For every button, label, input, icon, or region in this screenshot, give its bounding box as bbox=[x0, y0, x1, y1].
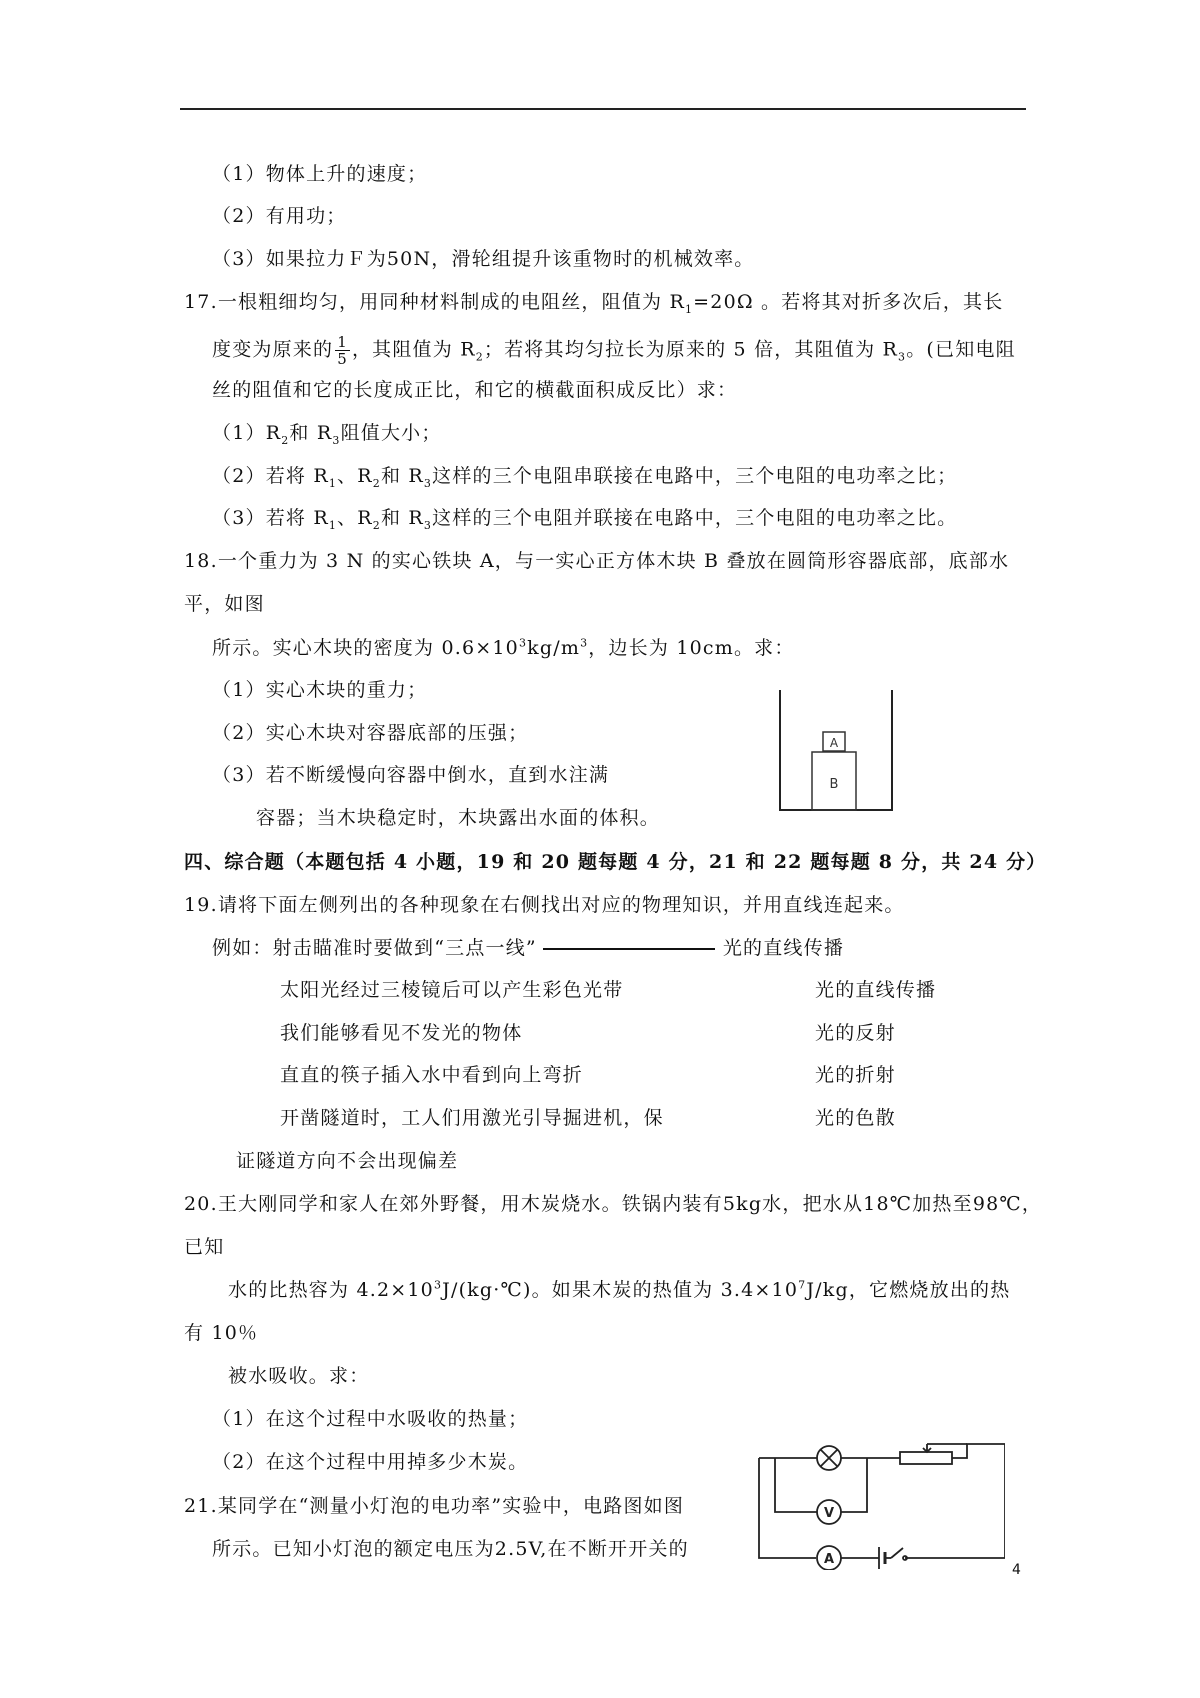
q19-left-1: 太阳光经过三棱镜后可以产生彩色光带 bbox=[280, 979, 624, 1001]
q19-example: 例如：射击瞄准时要做到“三点一线” 光的直线传播 bbox=[212, 937, 845, 959]
q17-line-3: 丝的阻值和它的长度成正比，和它的横截面积成反比）求： bbox=[212, 379, 738, 401]
section-4-heading: 四、综合题（本题包括 4 小题，19 和 20 题每题 4 分，21 和 22 题每题 8 分，共 24 分） bbox=[184, 851, 1047, 873]
q19-right-1: 光的直线传播 bbox=[815, 979, 937, 1001]
q19-left-3: 直直的筷子插入水中看到向上弯折 bbox=[280, 1064, 584, 1086]
q19-right-4: 光的色散 bbox=[815, 1107, 896, 1129]
q19-right-2: 光的反射 bbox=[815, 1022, 896, 1044]
q19-left-2: 我们能够看见不发光的物体 bbox=[280, 1022, 523, 1044]
q17-line-2: 度变为原来的 $\frac{1}{5}$ ，其阻值为 $R_2$；若将其均匀拉长为原来的 5 倍，其阻值为 $R_3$。(已知电阻 bbox=[212, 333, 1016, 368]
q17-line-1: 17.一根粗细均匀，用同种材料制成的电阻丝，阻值为 $R_1=20\Omega$ 。若将其对折多次后，其长 bbox=[184, 291, 1004, 316]
q18-line-2: 平，如图 bbox=[184, 593, 265, 615]
q18-part-3: （3）若不断缓慢向容器中倒水，直到水注满 bbox=[212, 764, 610, 786]
q20-part-1: （1）在这个过程中水吸收的热量； bbox=[212, 1408, 529, 1430]
fraction-one-fifth: $\frac{1}{5}$ bbox=[337, 333, 348, 368]
ammeter-label: A bbox=[823, 1552, 835, 1567]
q21-line-2: 所示。已知小灯泡的额定电压为2.5V,在不断开开关的 bbox=[212, 1538, 689, 1560]
q16-part-2: （2）有用功； bbox=[212, 205, 347, 227]
q20-line-1: 20.王大刚同学和家人在郊外野餐，用木炭烧水。铁锅内装有5kg水，把水从18℃加热至98℃， bbox=[184, 1193, 1043, 1215]
q18-line-3: 所示。实心木块的密度为 $0.6\times 10^3kg/m^3$，边长为 10cm。求： bbox=[212, 636, 795, 659]
q16-part-3: （3）如果拉力Ｆ为50N，滑轮组提升该重物时的机械效率。 bbox=[212, 248, 755, 270]
header-rule bbox=[180, 108, 1026, 110]
q16-part-1: （1）物体上升的速度； bbox=[212, 163, 428, 185]
q17-part-3: （3）若将 $R_1$、$R_2$和 $R_3$这样的三个电阻并联接在电路中，三个电阻的电功率之比。 bbox=[212, 507, 958, 532]
block-b-label: B bbox=[829, 777, 839, 792]
q18-line-1: 18.一个重力为 3 N 的实心铁块 A，与一实心正方体木块 B 叠放在圆筒形容器底部，底部水 bbox=[184, 550, 1010, 572]
q19-left-4: 开凿隧道时，工人们用激光引导掘进机，保 bbox=[280, 1107, 664, 1129]
voltmeter-label: V bbox=[823, 1506, 835, 1521]
container-figure bbox=[778, 690, 896, 816]
q17-part-1: $(1)R_2$和 $R_3$阻值大小； bbox=[212, 422, 442, 447]
q20-line-4: 有 10％ bbox=[184, 1322, 259, 1344]
q17-part-2: （2）若将 $R_1$、$R_2$和 $R_3$这样的三个电阻串联接在电路中，三个电阻的电功率之比； bbox=[212, 465, 958, 490]
q18-part-3-cont: 容器；当木块稳定时，木块露出水面的体积。 bbox=[256, 807, 661, 829]
q19-left-4-cont: 证隧道方向不会出现偏差 bbox=[236, 1150, 459, 1172]
rheostat-icon bbox=[900, 1452, 952, 1464]
q21-line-1: 21.某同学在“测量小灯泡的电功率”实验中，电路图如图 bbox=[184, 1495, 685, 1517]
circuit-diagram bbox=[755, 1438, 1005, 1570]
page-number: 4 bbox=[1012, 1562, 1021, 1578]
example-connecting-line bbox=[543, 948, 715, 950]
q19-line-1: 19.请将下面左侧列出的各种现象在右侧找出对应的物理知识，并用直线连起来。 bbox=[184, 894, 905, 916]
q18-part-2: （2）实心木块对容器底部的压强； bbox=[212, 722, 529, 744]
q20-line-2: 已知 bbox=[184, 1236, 225, 1258]
q20-line-3: 水的比热容为 $4.2\times 10^3J/(kg\cdot℃)$。如果木炭的热值为 $3.4\times 10^7J/kg$，它燃烧放出的热 bbox=[228, 1278, 1011, 1301]
q20-line-5: 被水吸收。求： bbox=[228, 1365, 370, 1387]
q19-right-3: 光的折射 bbox=[815, 1064, 896, 1086]
block-a-label: A bbox=[829, 736, 839, 750]
q18-part-1: （1）实心木块的重力； bbox=[212, 679, 428, 701]
q20-part-2: （2）在这个过程中用掉多少木炭。 bbox=[212, 1451, 529, 1473]
